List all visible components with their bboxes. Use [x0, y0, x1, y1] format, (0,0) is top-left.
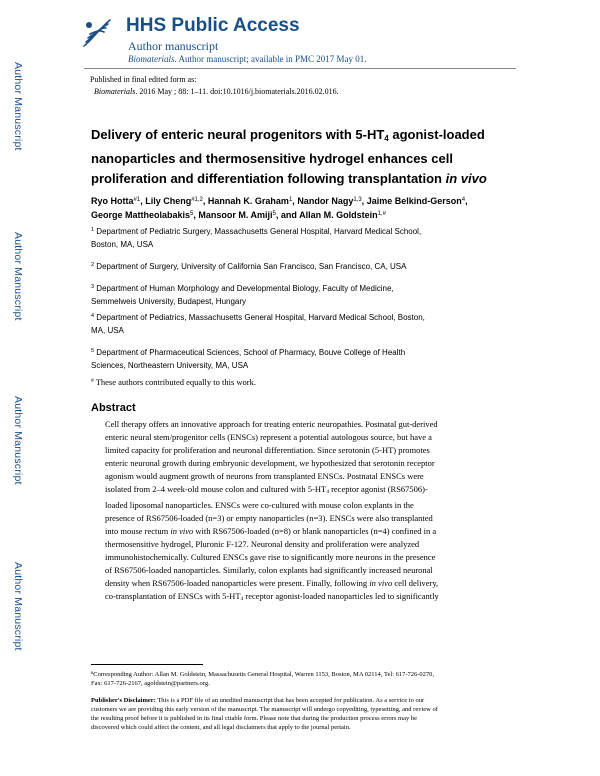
footnote-divider: [91, 664, 203, 665]
author: Jaime Belkind-Gerson$^4$,: [366, 196, 468, 206]
author: Nandor Nagy$^{1,3}$,: [297, 196, 367, 206]
author: Mansoor M. Amiji$^5$, and: [198, 210, 300, 220]
banner-availability: Biomaterials. Author manuscript; available in PMC 2017 May 01.: [128, 54, 367, 64]
article-title: Delivery of enteric neural progenitors with $5-HT_4$ agonist-loaded nanoparticles and thermosensitive hydrogel enhances cell proliferation and differentiation following transplantation in vivo: [91, 127, 487, 186]
author-list: [91, 194, 523, 222]
abstract-heading: Abstract: [91, 402, 136, 414]
publication-info: [90, 74, 339, 98]
affiliation: $^2$ Department of Surgery, University of California San Francisco, San Francisco, CA, USA: [91, 262, 407, 271]
affiliation: $^4$ Department of Pediatrics, Massachusetts General Hospital, Harvard Medical School, Boston, MA, USA: [91, 313, 425, 335]
banner-divider: [84, 68, 516, 69]
banner-subtitle: Author manuscript: [128, 39, 219, 53]
side-label-author-manuscript: Author Manuscript: [12, 562, 24, 651]
publication-label: Published in final edited form as:: [90, 75, 197, 84]
author: Allan M. Goldstein$^{1,\#}$: [299, 210, 386, 220]
publication-citation: Biomaterials. 2016 May ; 88: 1–11. doi:10.1016/j.biomaterials.2016.02.016.: [94, 87, 339, 96]
side-label-author-manuscript: Author Manuscript: [12, 232, 24, 321]
banner-title: HHS Public Access: [126, 15, 300, 36]
author: Hannah K. Graham$^1$,: [207, 196, 298, 206]
author: George Mattheolabakis$^5$,: [91, 210, 199, 220]
publisher-disclaimer: Publisher's Disclaimer: This is a PDF file of an unedited manuscript that has been accepted for publication. As a service to our customers we are providing this early version of the manuscript. The manuscript will undergo copyediting, typesetting, and review of the resulting proof before it is published in its final citable form. Please note that during the production process errors may be discovered which could affect the content, and all legal disclaimers that apply to the journal pertain.: [91, 697, 438, 731]
affiliation: $^1$ Department of Pediatric Surgery, Massachusetts General Hospital, Harvard Medical School, Boston, MA, USA: [91, 227, 422, 249]
abstract-body: Cell therapy offers an innovative approach for treating enteric neuropathies. Postnatal gut-derived enteric neural stem/progenitor cells (ENSCs) represent a potential autologous source, but have a limited capacity for proliferation and neuronal differentiation. Since serotonin (5-HT) promotes enteric neuronal growth during embryonic development, we hypothesized that serotonin receptor agonism would augment growth of neurons from transplanted ENSCs. Postnatal ENSCs were isolated from 2–4 week-old mouse colon and cultured with $5-HT_4$ receptor agonist (RS67506)- loaded liposomal nanoparticles. ENSCs were co-cultured with mouse colon explants in the presence of RS67506-loaded (n=3) or empty nanoparticles (n=3). ENSCs were also transplanted into mouse rectum in vivo with RS67506-loaded (n=8) or blank nanoparticles (n=4) confined in a thermosensitive hydrogel, Pluronic F-127. Neuronal density and proliferation were analyzed immunohistochemically. Cultured ENSCs gave rise to significantly more neurons in the presence of RS67506-loaded nanoparticles. Similarly, colon explants had significantly increased neuronal density when RS67506-loaded nanoparticles were present. Finally, following in vivo cell delivery, co-transplantation of ENSCs with $5-HT_4$ receptor agonist-loaded nanoparticles led to significantly: [105, 419, 439, 602]
side-label-author-manuscript: Author Manuscript: [12, 396, 24, 485]
corresponding-author-footnote: #Corresponding Author: Allan M. Goldstein, Massachusetts General Hospital, Warren 1153, Boston, MA 02114, Tel: 617-726-0270, Fax: 617-726-2167, agoldstein@partners.org.: [91, 670, 435, 687]
equal-contribution-note: # These authors contributed equally to this work.: [91, 377, 257, 387]
side-label-author-manuscript: Author Manuscript: [12, 62, 24, 151]
affiliation: $^5$ Department of Pharmaceutical Sciences, School of Pharmacy, Bouve College of Health Sciences, Northeastern University, MA, USA: [91, 348, 406, 370]
author: Ryo Hotta$^{\#1}$,: [91, 196, 146, 206]
affiliation: $^3$ Department of Human Morphology and Developmental Biology, Faculty of Medicine, Semmelweis University, Budapest, Hungary: [91, 284, 394, 306]
hhs-eagle-logo-icon: [80, 16, 114, 50]
author: Lily Cheng$^{\#1,2}$,: [145, 196, 208, 206]
